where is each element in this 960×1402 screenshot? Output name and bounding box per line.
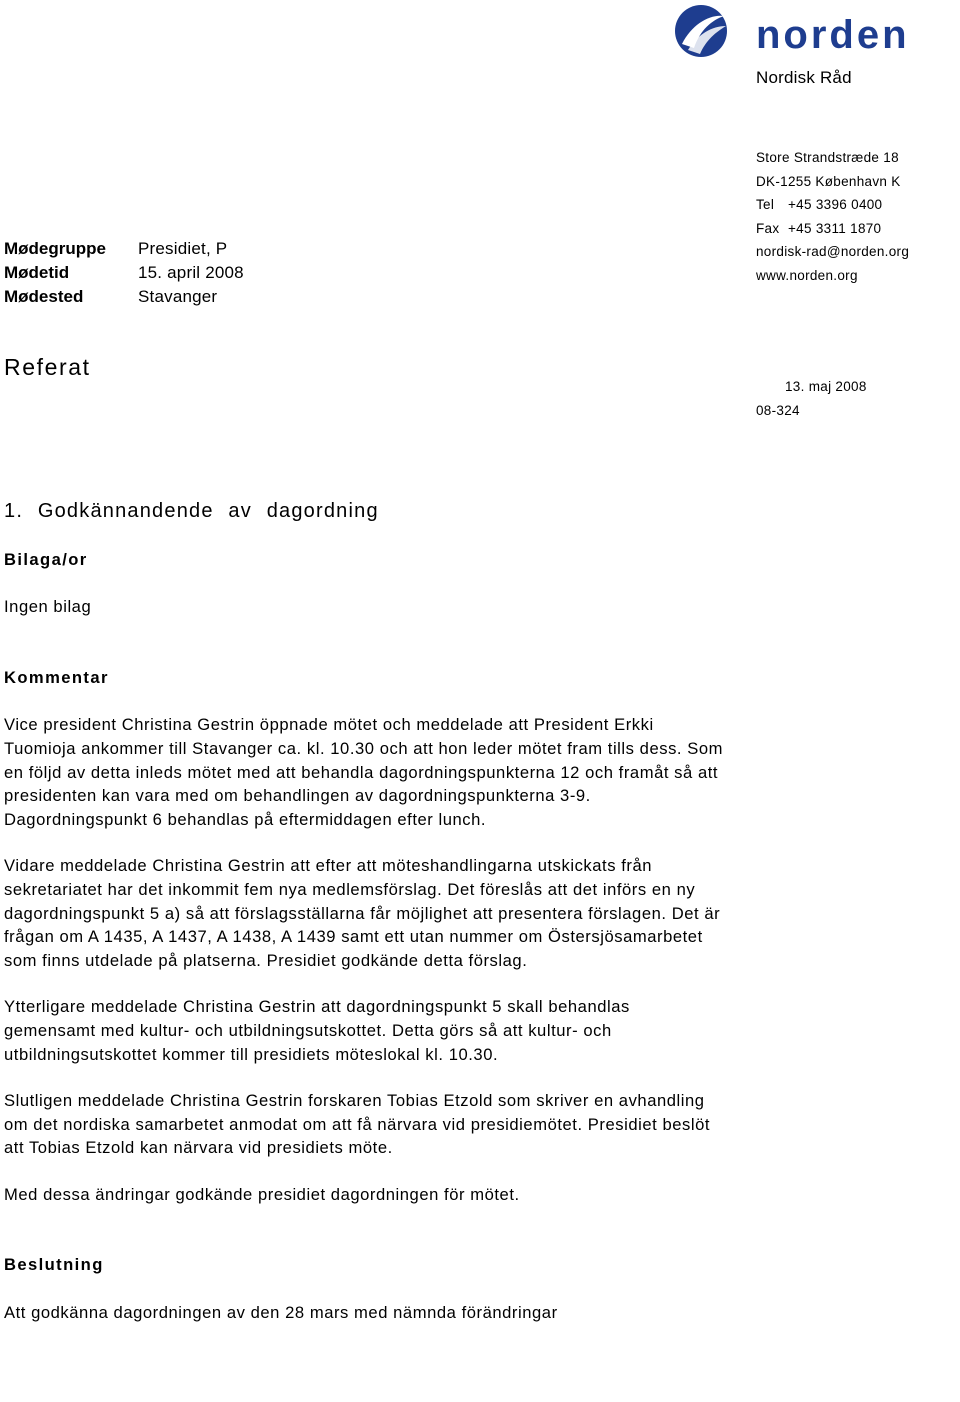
- paragraph-4: Slutligen meddelade Christina Gestrin forskaren Tobias Etzold som skriver en avhandling om det nordiska samarbetet anmodat om att få närvara vid presidiemötet. Presidiet beslöt att Tobias Etzold kan närvara vid presidiets möte.: [4, 1091, 711, 1158]
- fax-value: +45 3311 1870: [788, 220, 882, 236]
- address-web: www.norden.org: [756, 267, 858, 283]
- address-tel: [756, 193, 909, 217]
- meta-group-value: Presidiet, P: [138, 239, 228, 258]
- meta-place-row: [4, 285, 244, 309]
- meta-place-value: Stavanger: [138, 287, 218, 306]
- tel-value: +45 3396 0400: [788, 197, 883, 213]
- paragraph-3: Ytterligare meddelade Christina Gestrin att dagordningspunkt 5 skall behandlas gemensamt med kultur- och utbildningsutskottet. Detta görs så att kultur- och utbildningsutskottet kommer till presidiets möteslokal kl. 10.30.: [4, 997, 630, 1064]
- norden-logo: [672, 4, 957, 60]
- address-fax: [756, 217, 909, 241]
- address-city: DK-1255 København K: [756, 173, 901, 189]
- meta-group-row: [4, 237, 244, 261]
- section-heading: 1. Godkännandende av dagordning: [4, 500, 379, 522]
- document-ref: 08-324: [756, 403, 800, 418]
- meta-group-label: Mødegruppe: [4, 239, 106, 258]
- address-block: [756, 146, 909, 288]
- decision-text: Att godkänna dagordningen av den 28 mars med nämnda förändringar: [4, 1303, 558, 1323]
- address-street: Store Strandstræde 18: [756, 150, 899, 165]
- meeting-meta: [4, 237, 244, 309]
- meta-time-value: 15. april 2008: [138, 263, 244, 282]
- address-email: nordisk-rad@norden.org: [756, 244, 910, 260]
- paragraph-2: Vidare meddelade Christina Gestrin att efter att möteshandlingarna utskickats från sekretariatet har det inkommit fem nya medlemsförslag. Det föreslås att det införs en ny dagordningspunkt 5 a) så att förslagsställarna får möjlighet att presentera förslagen. Det är frågan om A 1435, A 1437, A 1438, A 1439 samt ett utan nummer om Östersjösamarbetet som finns utdelade på platserna. Presidiet godkände detta förslag.: [4, 856, 721, 970]
- document-body: [4, 500, 724, 1325]
- attachments-value: Ingen bilag: [4, 597, 92, 617]
- organisation-name: Nordisk Råd: [756, 68, 852, 87]
- swan-emblem-icon: [675, 5, 727, 57]
- tel-label: Tel: [756, 197, 775, 213]
- document-title: Referat: [4, 354, 91, 380]
- decision-label: Beslutning: [4, 1255, 104, 1275]
- paragraph-1: Vice president Christina Gestrin öppnade mötet och meddelade att President Erkki Tuomioja ankommer till Stavanger ca. kl. 10.30 och att hon leder mötet fram tills dess. Som en följd av detta inleds mötet med att behandla dagordningspunkterna 12 och framåt så att presidenten kan vara med om behandlingen av dagordningspunkterna 3-9. Dagordningspunkt 6 behandlas på eftermiddagen efter lunch.: [4, 715, 724, 829]
- meta-time-row: [4, 261, 244, 285]
- meta-place-label: Mødested: [4, 287, 84, 306]
- meta-time-label: Mødetid: [4, 263, 70, 282]
- document-date: 13. maj 2008: [785, 379, 867, 394]
- attachments-label: Bilaga/or: [4, 549, 88, 569]
- comment-label: Kommentar: [4, 667, 109, 687]
- date-reference: [756, 375, 867, 423]
- paragraph-5: Med dessa ändringar godkände presidiet dagordningen för mötet.: [4, 1184, 520, 1204]
- brand-wordmark: norden: [756, 13, 910, 57]
- fax-label: Fax: [756, 220, 780, 236]
